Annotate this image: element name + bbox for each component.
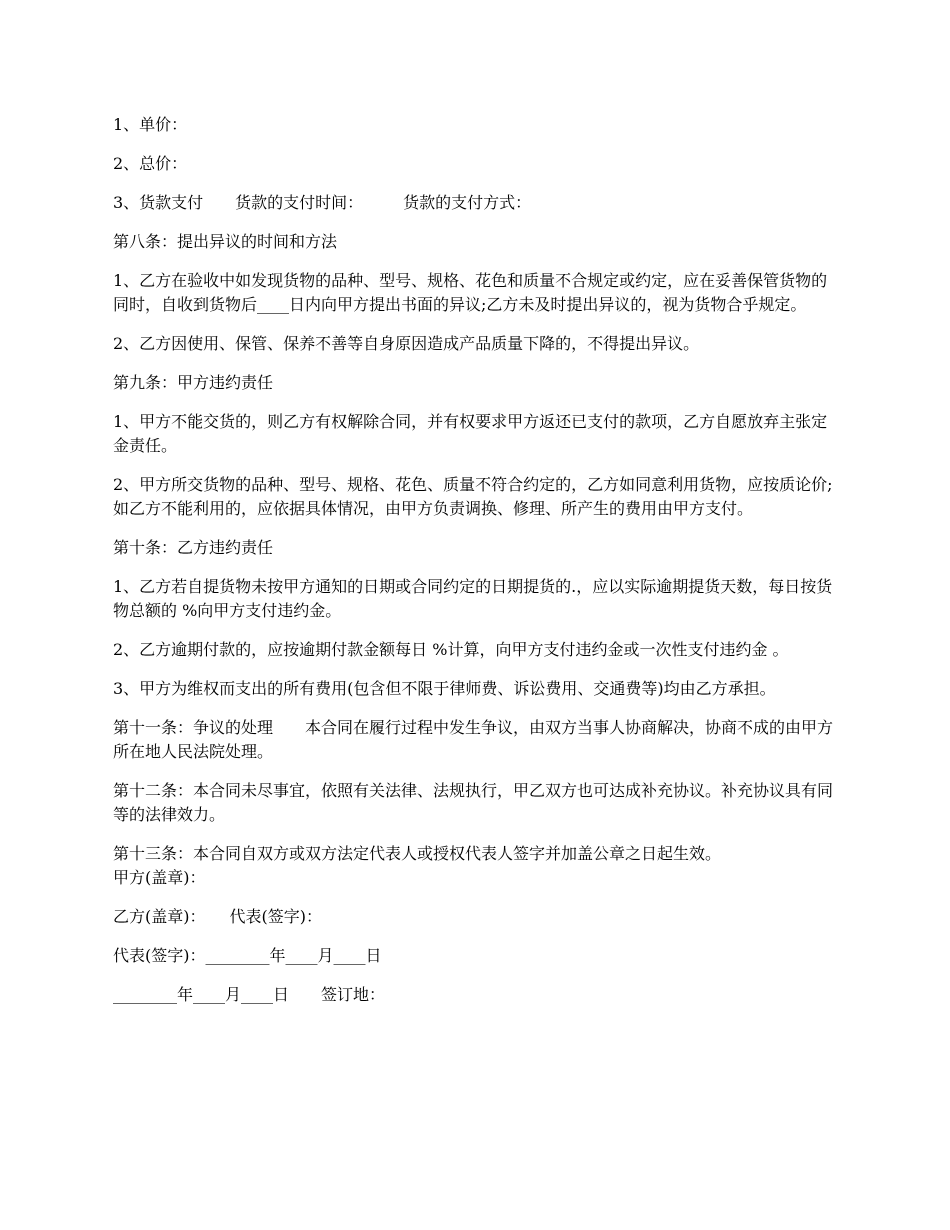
article-8-clause-2: 2、乙方因使用、保管、保养不善等自身原因造成产品质量下降的，不得提出异议。 [113, 334, 700, 353]
party-a-seal: 甲方(盖章)： [113, 868, 206, 887]
price-total: 2、总价： [113, 154, 188, 173]
article-10-clause-2: 2、乙方逾期付款的，应按逾期付款金额每日 %计算，向甲方支付违约金或一次性支付违约金 。 [113, 640, 789, 659]
article-10-clause-1: 1、乙方若自提货物未按甲方通知的日期或合同约定的日期提货的.，应以实际逾期提货天数，每日按货物总额的 %向甲方支付违约金。 [113, 577, 833, 620]
article-8-clause-1: 1、乙方在验收中如发现货物的品种、型号、规格、花色和质量不合规定或约定，应在妥善保管货物的同时，自收到货物后____日内向甲方提出书面的异议;乙方未及时提出异议的，视为货物合乎规定。 [113, 271, 828, 314]
article-9-heading: 第九条：甲方违约责任 [113, 373, 274, 392]
price-unit: 1、单价： [113, 115, 188, 134]
article-8-heading: 第八条：提出异议的时间和方法 [113, 232, 338, 251]
article-13: 第十三条：本合同自双方或双方法定代表人或授权代表人签字并加盖公章之日起生效。 [113, 844, 722, 863]
article-11: 第十一条：争议的处理 本合同在履行过程中发生争议，由双方当事人协商解决，协商不成的由甲方所在地人民法院处理。 [113, 718, 834, 761]
article-10-clause-3: 3、甲方为维权而支出的所有费用(包含但不限于律师费、诉讼费用、交通费等)均由乙方承担。 [113, 679, 776, 698]
article-12: 第十二条：本合同未尽事宜，依照有关法律、法规执行，甲乙双方也可达成补充协议。补充协议具有同等的法律效力。 [113, 781, 834, 824]
party-b-seal-signature: 乙方(盖章)： 代表(签字)： [113, 907, 322, 926]
article-10-heading: 第十条：乙方违约责任 [113, 538, 274, 557]
payment-terms: 3、货款支付 货款的支付时间： 货款的支付方式： [113, 193, 532, 212]
article-9-clause-1: 1、甲方不能交货的，则乙方有权解除合同，并有权要求甲方返还已支付的款项，乙方自愿放弃主张定金责任。 [113, 412, 828, 455]
article-9-clause-2: 2、甲方所交货物的品种、型号、规格、花色、质量不符合约定的，乙方如同意利用货物，应按质论价;如乙方不能利用的，应依据具体情况，由甲方负责调换、修理、所产生的费用由甲方支付。 [113, 475, 833, 518]
date-signing-place: ________年____月____日 签订地： [113, 985, 386, 1004]
signature-date-line: 代表(签字)：________年____月____日 [113, 946, 382, 965]
